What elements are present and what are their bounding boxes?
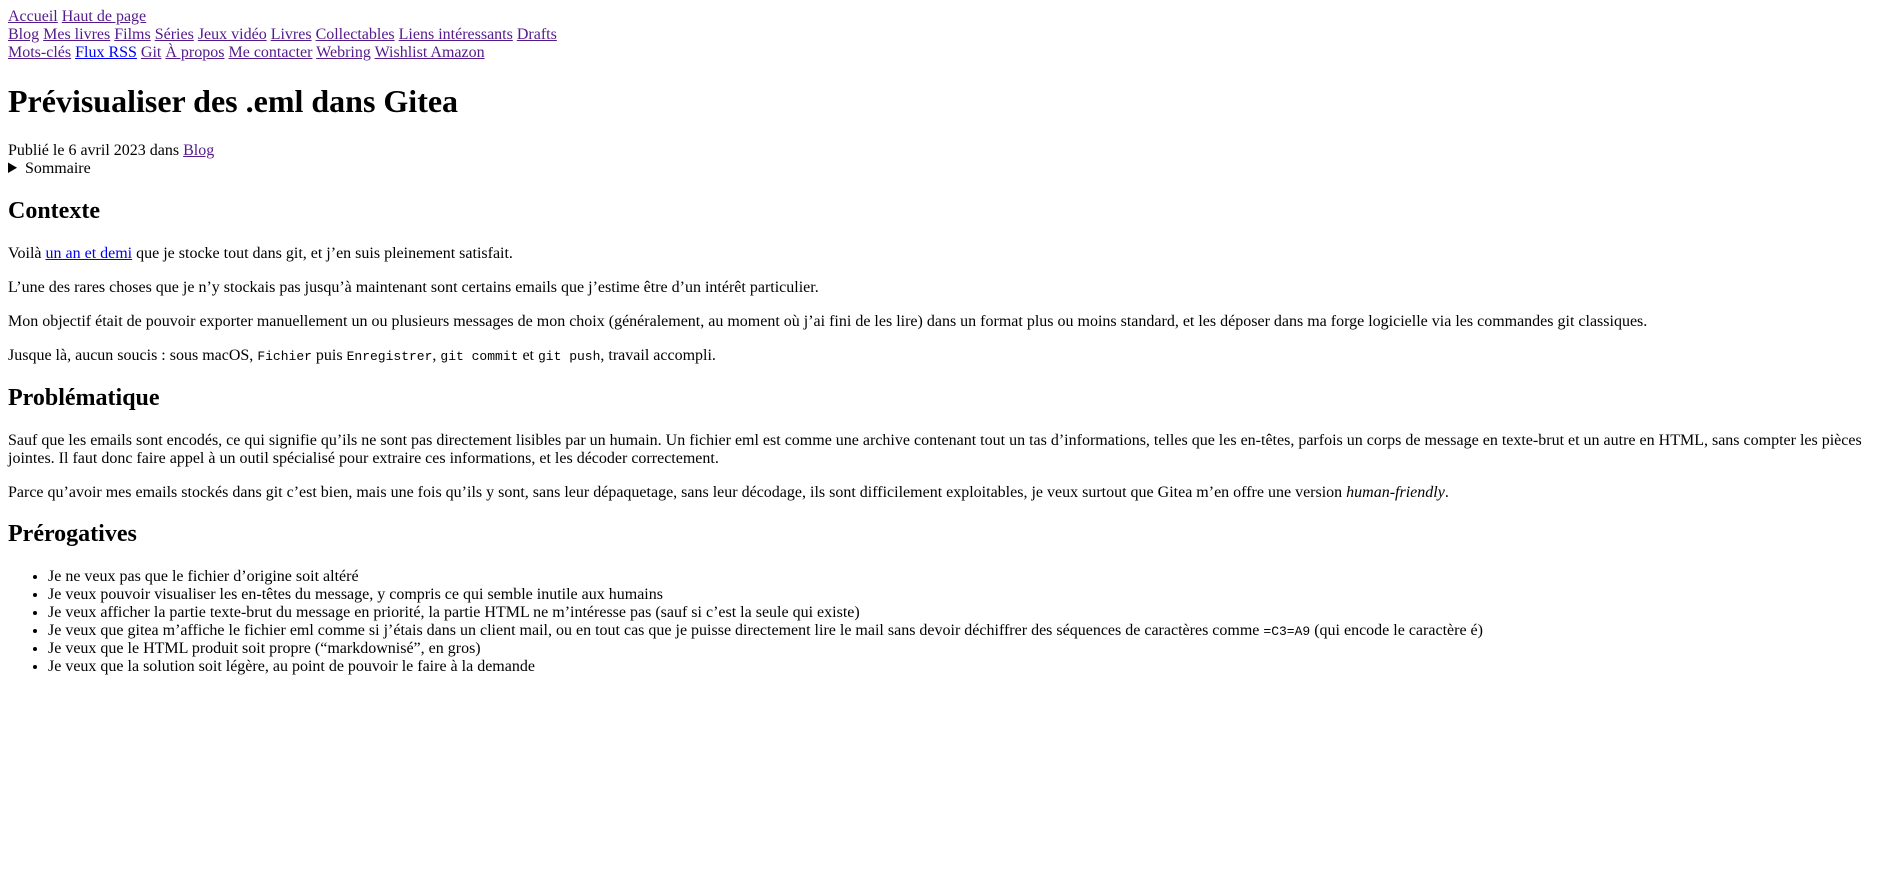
toc-details[interactable] — [8, 160, 1869, 178]
code-span: Fichier — [257, 348, 312, 364]
requirements-list — [8, 568, 1869, 676]
paragraph: Voilà un an et demi que je stocke tout dans git, et j’en suis pleinement satisfait. — [8, 244, 513, 262]
list-item: • Je veux que la solution soit légère, au point de pouvoir le faire à la demande — [48, 658, 1869, 676]
page-title: Prévisualiser des .eml dans Gitea — [8, 83, 459, 120]
nav-link-wishlist-amazon[interactable]: Wishlist Amazon — [374, 44, 485, 61]
nav-link-mes-livres[interactable]: Mes livres — [43, 26, 111, 43]
nav-link-a-propos[interactable]: À propos — [165, 44, 225, 61]
article — [8, 83, 1869, 676]
section-heading-prerogatives: Prérogatives — [8, 521, 137, 548]
nav-row-top — [8, 8, 1869, 26]
nav-link-collectables[interactable]: Collectables — [315, 26, 395, 43]
code-span: git commit — [440, 348, 519, 364]
code-span: Enregistrer — [346, 348, 433, 364]
nav-link-git[interactable]: Git — [140, 44, 162, 61]
list-item: • Je veux afficher la partie texte-brut du message en priorité, la partie HTML ne m’intéresse pas (sauf si c’est la seule qui existe) — [48, 604, 1869, 622]
section-heading-problematique: Problématique — [8, 384, 160, 411]
toc-summary[interactable]: Sommaire — [24, 159, 91, 177]
nav-link-livres[interactable]: Livres — [270, 26, 312, 43]
list-item: • Je ne veux pas que le fichier d’origine soit altéré — [48, 568, 1869, 586]
publish-meta: Publié le 6 avril 2023 dans Blog — [8, 141, 215, 159]
emphasis-text: human-friendly — [1346, 483, 1445, 501]
paragraph: Parce qu’avoir mes emails stockés dans git c’est bien, mais une fois qu’ils y sont, sans leur dépaquetage, sans leur décodage, ils sont difficilement exploitables, je veux surtout que Gitea m’en offre une version human-friendly. — [8, 483, 1449, 501]
nav-row-categories — [8, 26, 1869, 44]
paragraph: Jusque là, aucun soucis : sous macOS, Fichier puis Enregistrer, git commit et git push, travail accompli. — [8, 346, 716, 364]
paragraph: Sauf que les emails sont encodés, ce qui signifie qu’ils ne sont pas directement lisibles par un humain. Un fichier eml est comme une archive contenant tout un tas d’informations, telles que les en-têtes, parfois un corps de message en texte-brut et un autre en HTML, sans compter les pièces jointes. Il faut donc faire appel à un outil spécialisé pour extraire ces informations, et les décoder correctement. — [8, 431, 1862, 467]
inline-link-un-an-et-demi[interactable]: un an et demi — [45, 244, 133, 262]
article-body — [8, 198, 1869, 677]
list-item: • Je veux que le HTML produit soit propre (“markdownisé”, en gros) — [48, 640, 1869, 658]
list-item: • Je veux pouvoir visualiser les en-têtes du message, y compris ce qui semble inutile aux humains — [48, 586, 1869, 604]
nav-link-liens-interessants[interactable]: Liens intéressants — [398, 26, 513, 43]
nav-link-me-contacter[interactable]: Me contacter — [228, 44, 313, 61]
nav-row-misc — [8, 44, 1869, 62]
paragraph: L’une des rares choses que je n’y stockais pas jusqu’à maintenant sont certains emails que j’estime être d’un intérêt particulier. — [8, 278, 819, 296]
code-span: git push — [537, 348, 601, 364]
nav-link-webring[interactable]: Webring — [316, 44, 371, 61]
inline-link-blog[interactable]: Blog — [183, 141, 215, 159]
nav-link-jeux-video[interactable]: Jeux vidéo — [197, 26, 267, 43]
code-span: =C3=A9 — [1263, 624, 1311, 640]
nav-link-accueil[interactable]: Accueil — [8, 8, 58, 25]
nav-link-series[interactable]: Séries — [154, 26, 194, 43]
paragraph: Mon objectif était de pouvoir exporter manuellement un ou plusieurs messages de mon choix (généralement, au moment où j’ai fini de les lire) dans un format plus ou moins standard, et les déposer dans ma forge logicielle via les commandes git classiques. — [8, 312, 1648, 330]
list-item: • Je veux que gitea m’affiche le fichier eml comme si j’étais dans un client mail, ou en tout cas que je puisse directement lire le mail sans devoir déchiffrer des séquences de caractères comme =C3=A9 (qui encode le caractère é) — [48, 622, 1869, 640]
nav-link-mots-cles[interactable]: Mots-clés — [8, 44, 72, 61]
nav-link-haut-de-page[interactable]: Haut de page — [61, 8, 147, 25]
nav-link-films[interactable]: Films — [114, 26, 151, 43]
nav-link-blog[interactable]: Blog — [8, 26, 40, 43]
section-heading-contexte: Contexte — [8, 197, 100, 224]
site-nav — [8, 8, 1869, 62]
nav-link-flux-rss[interactable]: Flux RSS — [75, 44, 137, 61]
nav-link-drafts[interactable]: Drafts — [516, 26, 557, 43]
